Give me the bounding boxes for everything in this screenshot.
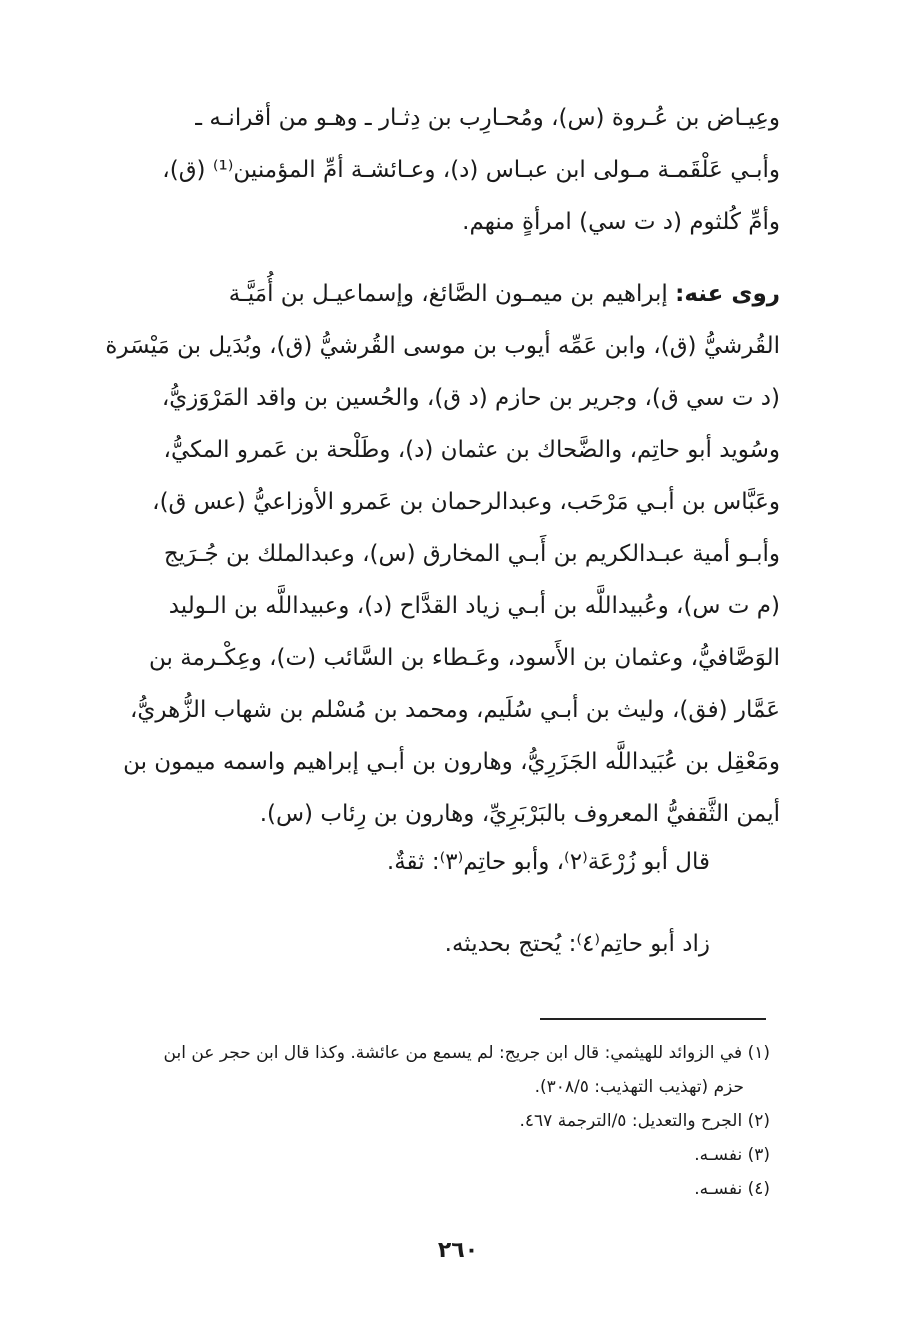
page-number: ٢٦٠ <box>437 1238 479 1263</box>
text-line: (م ت س)، وعُبيداللَّه بن أبـي زياد القدَّاح (د)، وعبيداللَّه بن الـوليد <box>168 593 780 619</box>
paragraph-additional-statement <box>300 918 710 970</box>
text-line: الوَصَّافيُّ، وعثمان بن الأَسود، وعَـطاء بن السَّائب (ت)، وعِكْـرمة بن <box>148 645 780 671</box>
text-line: وعَبَّاس بن أبـي مَرْحَب، وعبدالرحمان بن عَمرو الأوزاعيُّ (عس ق)، <box>152 489 780 515</box>
text-line-rest: إبراهيم بن ميمـون الصَّائغ، وإسماعيـل بن أُمَيَّـة <box>228 281 676 307</box>
text-line: زاد أبو حاتِم⁽٤⁾: يُحتج بحديثه. <box>444 931 710 957</box>
paragraph-teachers-continued <box>78 92 780 248</box>
text-line: عَمَّار (فق)، وليث بن أبـي سُلَيم، ومحمد بن مُسْلم بن شهاب الزُّهريُّ، <box>130 697 780 723</box>
text-line-first <box>78 268 780 320</box>
footnote-divider <box>540 1018 766 1020</box>
paragraph-narrators-from-him <box>78 268 780 840</box>
footnote-4: (٤) نفسـه. <box>694 1179 770 1199</box>
footnotes <box>70 1036 770 1206</box>
text-line: ومَعْقِل بن عُبَيداللَّه الجَزَرِيُّ، وهارون بن أبـي إبراهيم واسمه ميمون بن <box>123 749 780 775</box>
text-line: وسُويد أبو حاتِم، والضَّحاك بن عثمان (د)، وطَلْحة بن عَمرو المكيُّ، <box>163 437 780 463</box>
text-line: قال أبو زُرْعَة⁽٢⁾، وأبو حاتِم⁽٣⁾: ثقةٌ. <box>386 849 710 875</box>
section-lead: روى عنه: <box>675 281 780 307</box>
text-line: (د ت سي ق)، وجرير بن حازم (د ق)، والحُسين بن واقد المَرْوَزيُّ، <box>161 385 780 411</box>
text-line: أيمن الثَّقفيُّ المعروف بالبَرْبَرِيِّ، وهارون بن رِئاب (س). <box>259 801 780 827</box>
text-line: وعِيـاض بن عُـروة (س)، ومُحـارِب بن دِثـار ـ وهـو من أقرانـه ـ <box>195 105 780 131</box>
footnote-1: (١) في الزوائد للهيثمي: قال ابن جريج: لم يسمع من عائشة. وكذا قال ابن حجر عن ابن <box>163 1043 770 1063</box>
footnote-1-continuation: حزم (تهذيب التهذيب: ٣٠٨/٥). <box>534 1077 744 1097</box>
text-line: القُرشيُّ (ق)، وابن عَمِّه أيوب بن موسى القُرشيُّ (ق)، وبُدَيل بن مَيْسَرة <box>105 333 780 359</box>
footnote-3: (٣) نفسـه. <box>694 1145 770 1165</box>
footnote-2: (٢) الجرح والتعديل: ٥/الترجمة ٤٦٧. <box>519 1111 770 1131</box>
text-line: وأبـي عَلْقَمـة مـولى ابن عبـاس (د)، وعـائشـة أمِّ المؤمنين⁽¹⁾ (ق)، <box>162 157 780 183</box>
paragraph-reliability-statement <box>300 836 710 888</box>
text-line: وأمِّ كُلثوم (د ت سي) امرأةٍ منهم. <box>462 209 780 235</box>
text-line: وأبـو أمية عبـدالكريم بن أَبـي المخارق (س)، وعبدالملك بن جُـرَيج <box>163 541 780 567</box>
